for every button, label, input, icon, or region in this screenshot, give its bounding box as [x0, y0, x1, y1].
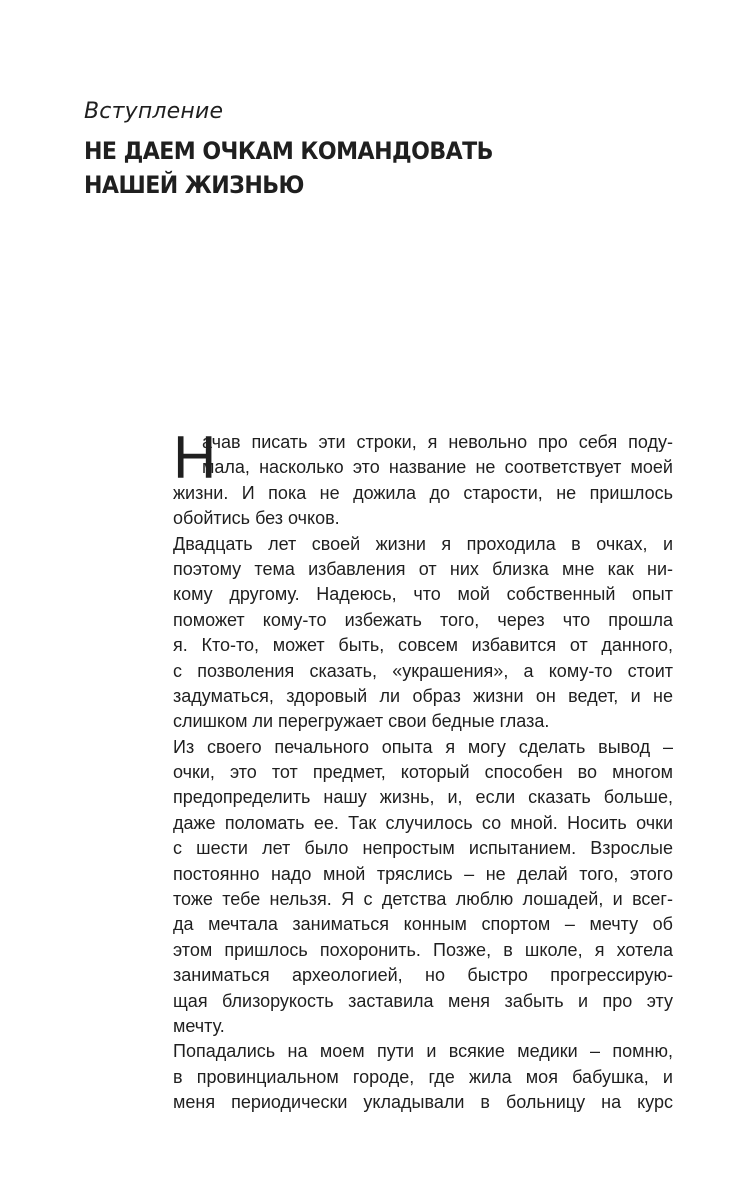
chapter-label: Вступление — [84, 99, 224, 124]
text-line: заниматься археологией, но быстро прогрессирую- — [173, 965, 673, 986]
text-line: с шести лет было непростым испытанием. Взрослые — [173, 838, 673, 859]
text-line: я. Кто-то, может быть, совсем избавится от данного, — [173, 635, 673, 656]
text-line: этом пришлось похоронить. Позже, в школе, я хотела — [173, 939, 673, 960]
drop-cap: Н — [173, 424, 217, 491]
text-line: в провинциальном городе, где жила моя бабушка, и — [173, 1066, 673, 1087]
text-line: предопределить нашу жизнь, и, если сказать больше, — [173, 787, 673, 808]
text-line: поэтому тема избавления от них близка мне как ни- — [173, 558, 673, 579]
body-text — [173, 424, 673, 1116]
chapter-title — [84, 134, 493, 202]
text-line: обойтись без очков. — [173, 508, 340, 529]
text-line: постоянно надо мной тряслись – не делай того, этого — [173, 863, 673, 884]
text-line: кому другому. Надеюсь, что мой собственный опыт — [173, 584, 673, 605]
text-line: поможет кому-то избежать того, через что прошла — [173, 609, 673, 630]
text-line: очки, это тот предмет, который способен во многом — [173, 762, 673, 783]
text-line: тоже тебе нельзя. Я с детства люблю лошадей, и всег- — [173, 889, 673, 910]
text-line: Попадались на моем пути и всякие медики – помню, — [173, 1041, 673, 1062]
text-line: мечту. — [173, 1015, 225, 1036]
text-line: щая близорукость заставила меня забыть и про эту — [173, 990, 673, 1011]
text-line: да мечтала заниматься конным спортом – мечту об — [173, 914, 673, 935]
text-line: мала, насколько это название не соответствует моей — [202, 457, 673, 478]
text-line: Из своего печального опыта я могу сделать вывод – — [173, 736, 673, 757]
text-line: меня периодически укладывали в больницу на курс — [173, 1092, 673, 1113]
text-line: с позволения сказать, «украшения», а кому-то стоит — [173, 660, 673, 681]
text-line: ачав писать эти строки, я невольно про себя поду- — [202, 432, 673, 452]
chapter-title-line: НЕ ДАЕМ ОЧКАМ КОМАНДОВАТЬ — [84, 137, 493, 165]
text-line: Двадцать лет своей жизни я проходила в очках, и — [173, 533, 673, 554]
text-line: жизни. И пока не дожила до старости, не пришлось — [173, 482, 673, 503]
chapter-title-line: НАШЕЙ ЖИЗНЬЮ — [84, 171, 304, 199]
text-line: слишком ли перегружает свои бедные глаза. — [173, 711, 550, 732]
text-line: задуматься, здоровый ли образ жизни он ведет, и не — [173, 685, 673, 706]
text-line: даже поломать ее. Так случилось со мной. Носить очки — [173, 812, 673, 833]
